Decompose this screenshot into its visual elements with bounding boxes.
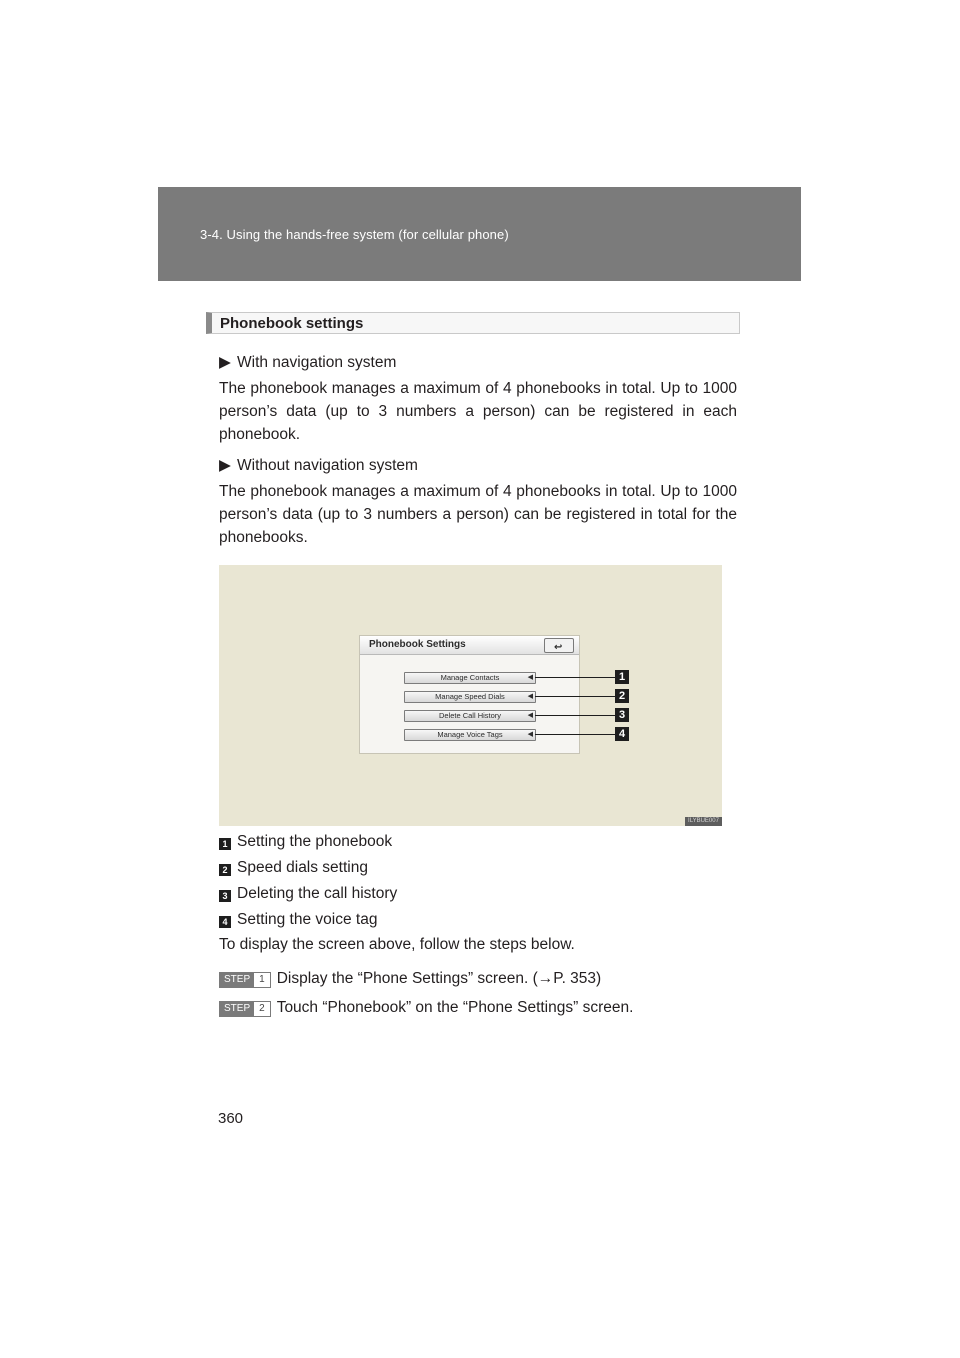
legend-item [219, 911, 377, 929]
callout-line [535, 696, 615, 697]
callout-line [535, 734, 615, 735]
manage-speed-dials-label: Manage Speed Dials [435, 692, 505, 701]
step-text: Display the “Phone Settings” screen. (→P. 353) [276, 970, 602, 987]
manage-speed-dials-button[interactable] [404, 691, 536, 703]
legend-item [219, 885, 397, 903]
callout-line [535, 677, 615, 678]
step-row [219, 970, 601, 988]
step-badge [219, 972, 271, 988]
triangle-left-icon: ◀ [527, 731, 533, 738]
legend-item [219, 833, 392, 851]
step-text: Touch “Phonebook” on the “Phone Settings” screen. [276, 999, 634, 1016]
without-nav-label-text: Without navigation system [237, 457, 418, 474]
callout-number: 3 [615, 708, 629, 722]
section-heading [206, 312, 740, 334]
callout-number: 2 [615, 689, 629, 703]
callout-number: 1 [615, 670, 629, 684]
header-band [158, 187, 801, 281]
legend-number: 1 [219, 838, 231, 850]
step-badge [219, 1001, 271, 1017]
step-row [219, 999, 633, 1017]
legend-number: 3 [219, 890, 231, 902]
delete-call-history-label: Delete Call History [438, 711, 502, 720]
callout-line [535, 715, 615, 716]
screen-title: Phonebook Settings [369, 639, 466, 650]
step-label: STEP [220, 973, 254, 987]
figure-code: ILYBUE007 [685, 817, 722, 826]
triangle-left-icon: ◀ [527, 712, 533, 719]
triangle-left-icon: ◀ [527, 674, 533, 681]
instructions-text: To display the screen above, follow the steps below. [219, 936, 575, 953]
with-nav-label [219, 353, 396, 372]
section-heading-text: Phonebook settings [220, 315, 364, 332]
with-nav-paragraph: The phonebook manages a maximum of 4 phonebooks in total. Up to 1000 person’s data (up to 3 numbers a person) can be registered in each phonebook. [219, 380, 737, 443]
with-nav-label-text: With navigation system [237, 354, 397, 371]
page-number: 360 [218, 1110, 244, 1127]
step-number: 2 [254, 1002, 270, 1016]
manage-contacts-button[interactable] [404, 672, 536, 684]
manage-contacts-label: Manage Contacts [440, 673, 500, 682]
legend-text: Setting the voice tag [237, 911, 378, 928]
section-title: 3-4. Using the hands-free system (for cellular phone) [200, 227, 509, 242]
step-number: 1 [254, 973, 270, 987]
legend-text: Setting the phonebook [237, 833, 393, 850]
phonebook-settings-screen [359, 635, 580, 754]
legend-number: 4 [219, 916, 231, 928]
without-nav-label [219, 456, 418, 475]
manage-voice-tags-label: Manage Voice Tags [437, 730, 503, 739]
callout-number: 4 [615, 727, 629, 741]
delete-call-history-button[interactable] [404, 710, 536, 722]
triangle-bullet-icon: ▶ [219, 354, 231, 371]
legend-number: 2 [219, 864, 231, 876]
triangle-bullet-icon: ▶ [219, 457, 231, 474]
without-nav-paragraph: The phonebook manages a maximum of 4 phonebooks in total. Up to 1000 person’s data (up to 3 numbers a person) can be registered in total for the phonebooks. [219, 483, 737, 546]
legend-text: Speed dials setting [237, 859, 368, 876]
step-label: STEP [220, 1002, 254, 1016]
legend-text: Deleting the call history [237, 885, 398, 902]
triangle-left-icon: ◀ [527, 693, 533, 700]
manage-voice-tags-button[interactable] [404, 729, 536, 741]
back-arrow-icon: ↩ [554, 642, 563, 653]
back-button[interactable] [544, 638, 574, 653]
legend-item [219, 859, 368, 877]
screen-title-bar [360, 636, 579, 655]
screen-figure [219, 565, 722, 826]
